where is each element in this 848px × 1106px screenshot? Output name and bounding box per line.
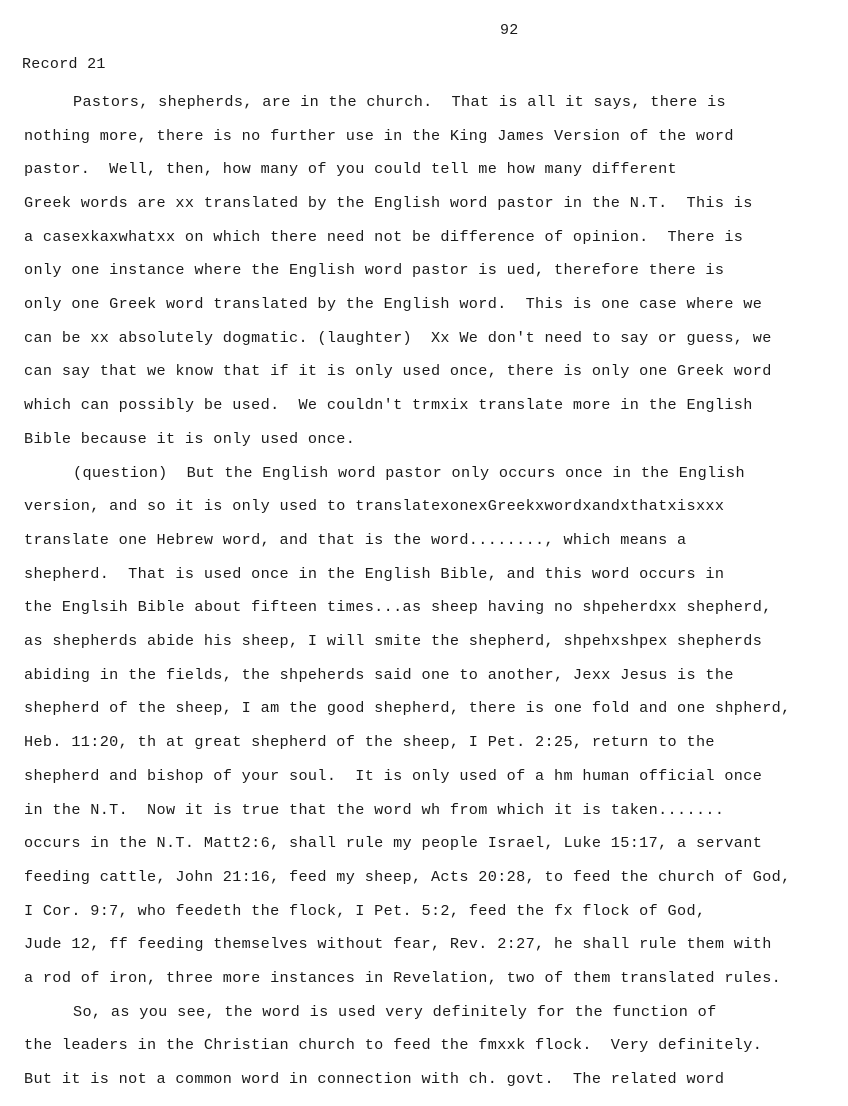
text-line: (question) But the English word pastor only occurs once in the English (73, 464, 745, 482)
text-line: as shepherds abide his sheep, I will smite the shepherd, shpehxshpex shepherds (24, 632, 763, 650)
text-line: a rod of iron, three more instances in Revelation, two of them translated rules. (24, 969, 782, 987)
text-line: nothing more, there is no further use in the King James Version of the word (24, 127, 734, 145)
text-line: shepherd of the sheep, I am the good shepherd, there is one fold and one shpherd, (24, 699, 791, 717)
text-line: only one instance where the English word pastor is ued, therefore there is (24, 261, 725, 279)
text-line: can say that we know that if it is only used once, there is only one Greek word (24, 362, 772, 380)
text-line: shepherd. That is used once in the English Bible, and this word occurs in (24, 565, 725, 583)
text-line: But it is not a common word in connection with ch. govt. The related word (24, 1070, 725, 1088)
text-line: version, and so it is only used to translatexonexGreekxwordxandxthatxisxxx (24, 497, 725, 515)
page-number: 92 (500, 22, 519, 39)
text-line: Greek words are xx translated by the English word pastor in the N.T. This is (24, 194, 753, 212)
text-line: So, as you see, the word is used very definitely for the function of (73, 1003, 717, 1021)
text-line: the Englsih Bible about fifteen times...as sheep having no shpeherdxx shepherd, (24, 598, 772, 616)
text-line: which can possibly be used. We couldn't trmxix translate more in the English (24, 396, 753, 414)
text-line: feeding cattle, John 21:16, feed my sheep, Acts 20:28, to feed the church of God, (24, 868, 791, 886)
text-line: a casexkaxwhatxx on which there need not be difference of opinion. There is (24, 228, 744, 246)
text-line: Heb. 11:20, th at great shepherd of the sheep, I Pet. 2:25, return to the (24, 733, 715, 751)
text-line: Bible because it is only used once. (24, 430, 356, 448)
text-line: can be xx absolutely dogmatic. (laughter) Xx We don't need to say or guess, we (24, 329, 772, 347)
text-line: only one Greek word translated by the English word. This is one case where we (24, 295, 763, 313)
text-line: in the N.T. Now it is true that the word wh from which it is taken....... (24, 801, 725, 819)
text-line: Pastors, shepherds, are in the church. That is all it says, there is (73, 93, 727, 111)
text-line: the leaders in the Christian church to feed the fmxxk flock. Very definitely. (24, 1036, 763, 1054)
text-line: occurs in the N.T. Matt2:6, shall rule my people Israel, Luke 15:17, a servant (24, 834, 763, 852)
text-line: translate one Hebrew word, and that is the word........, which means a (24, 531, 687, 549)
text-line: I Cor. 9:7, who feedeth the flock, I Pet. 5:2, feed the fx flock of God, (24, 902, 706, 920)
text-line: pastor. Well, then, how many of you could tell me how many different (24, 160, 678, 178)
text-line: shepherd and bishop of your soul. It is only used of a hm human official once (24, 767, 763, 785)
text-line: Jude 12, ff feeding themselves without fear, Rev. 2:27, he shall rule them with (24, 935, 772, 953)
record-label: Record 21 (22, 56, 106, 73)
text-line: abiding in the fields, the shpeherds said one to another, Jexx Jesus is the (24, 666, 734, 684)
